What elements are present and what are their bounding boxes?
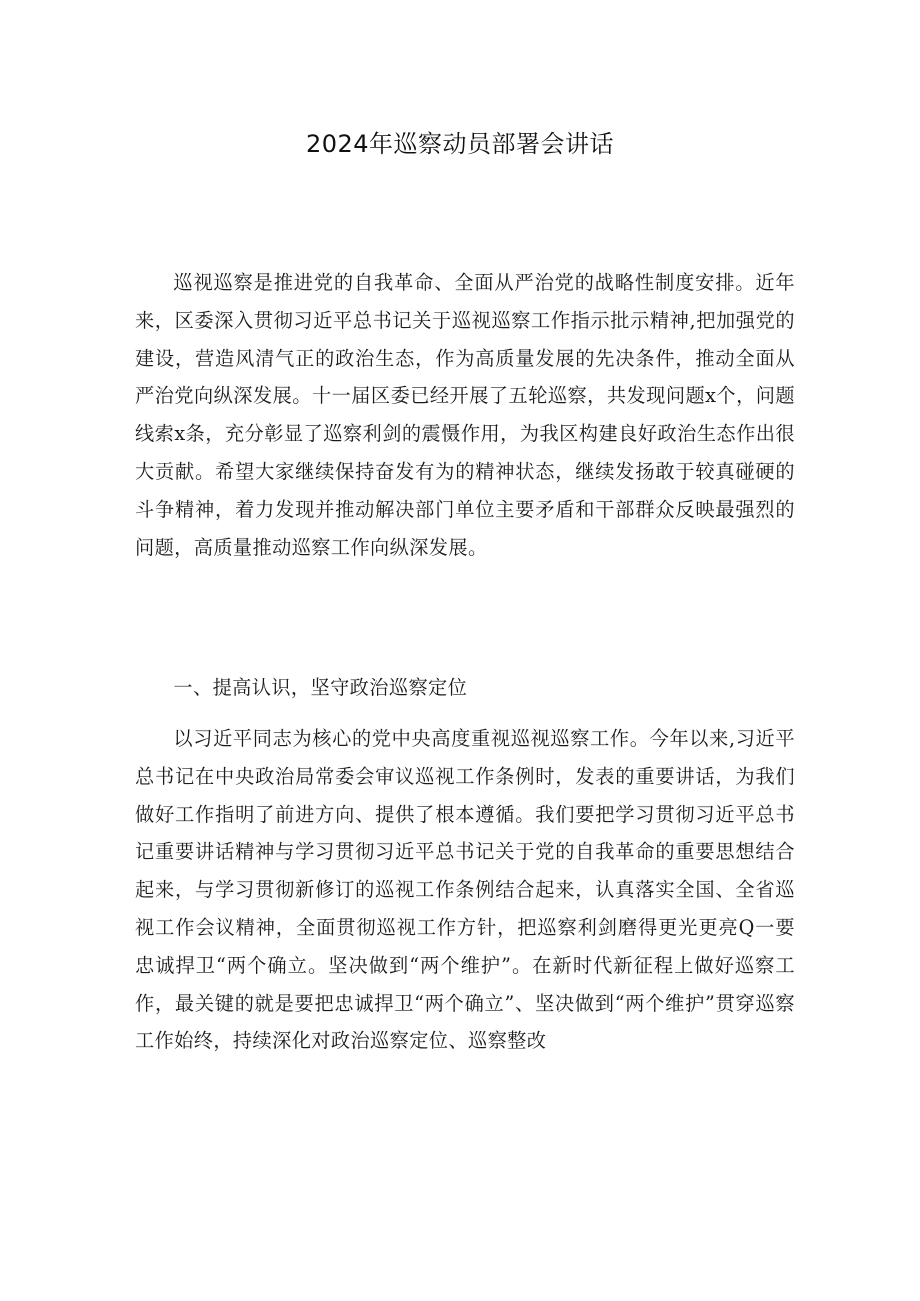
document-title: 2024年巡察动员部署会讲话 <box>305 130 615 158</box>
section-1-paragraph: 以习近平同志为核心的党中央高度重视巡视巡察工作。今年以来,习近平总书记在中央政治局常委会审议巡视工作条例时，发表的重要讲话，为我们做好工作指明了前进方向、提供了根本遵循。我们要把学习贯彻习近平总书记重要讲话精神与学习贯彻习近平总书记关于党的自我革命的重要思想结合起来，与学习贯彻新修订的巡视工作条例结合起来，认真落实全国、全省巡视工作会议精神，全面贯彻巡视工作方针，把巡察利剑磨得更光更亮Q一要忠诚捍卫“两个确立。坚决做到“两个维护”。在新时代新征程上做好巡察工作，最关键的就是要把忠诚捍卫“两个确立”、坚决做到“两个维护”贯穿巡察工作始终，持续深化对政治巡察定位、巡察整改 <box>135 727 795 1053</box>
intro-paragraph: 巡视巡察是推进党的自我革命、全面从严治党的战略性制度安排。近年来，区委深入贯彻习近平总书记关于巡视巡察工作指示批示精神,把加强党的建设，营造风清气正的政治生态，作为高质量发展的先决条件，推动全面从严治党向纵深发展。十一届区委已经开展了五轮巡察，共发现问题x个，问题线索x条，充分彰显了巡察利剑的震慑作用，为我区构建良好政治生态作出很大贡献。希望大家继续保持奋发有为的精神状态，继续发扬敢于较真碰硬的斗争精神，着力发现并推动解决部门单位主要矛盾和干部群众反映最强烈的问题，高质量推动巡察工作向纵深发展。 <box>135 271 795 559</box>
section-heading: 一、提高认识，坚守政治巡察定位 <box>173 676 468 699</box>
